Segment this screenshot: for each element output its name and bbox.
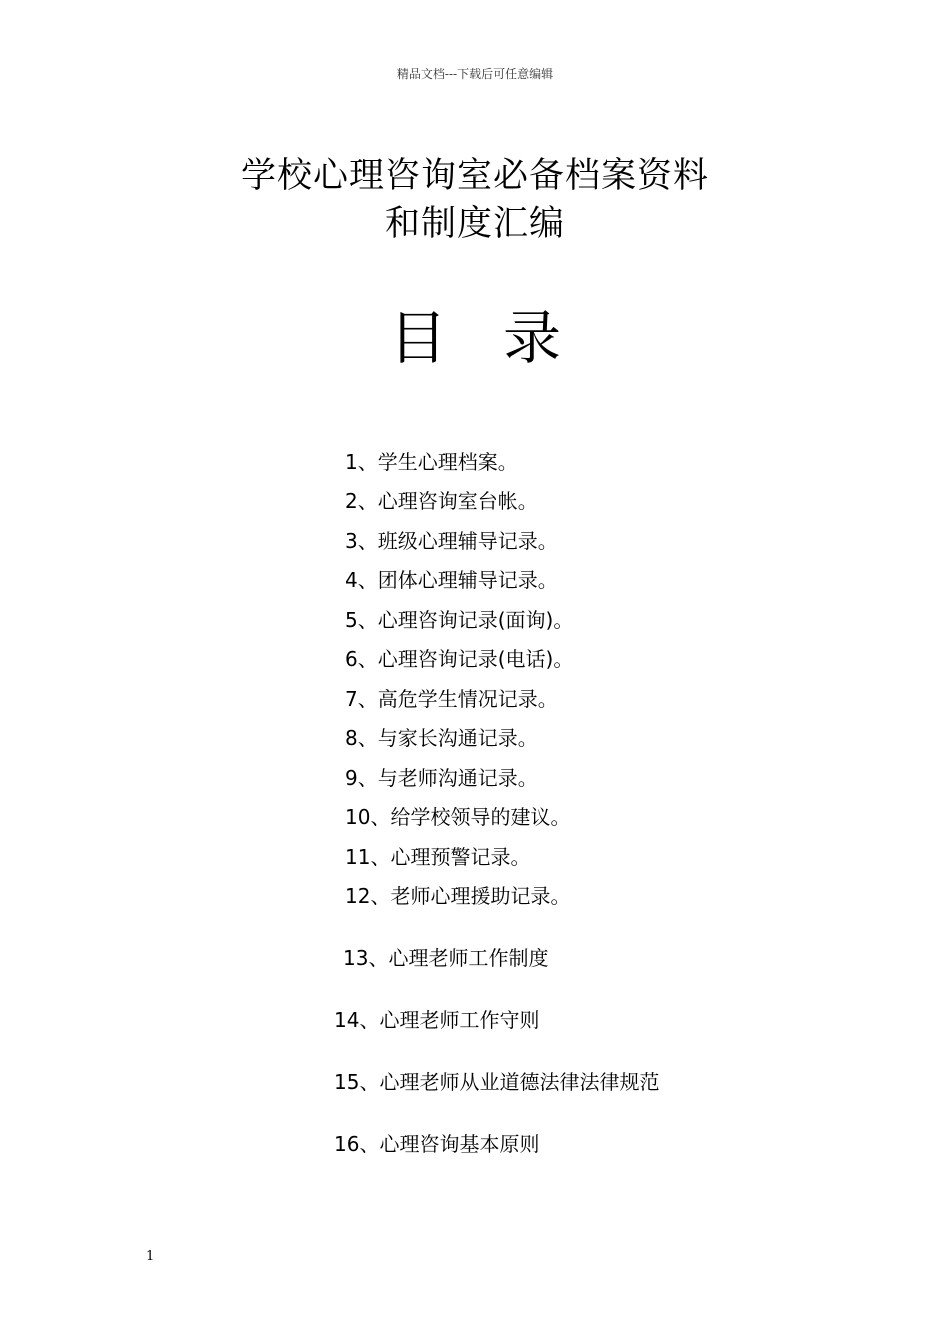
document-title bbox=[0, 152, 950, 248]
toc-item: 4、团体心理辅导记录。 bbox=[345, 568, 558, 592]
page-number: 1 bbox=[146, 1249, 155, 1264]
toc-item: 13、心理老师工作制度 bbox=[343, 946, 549, 970]
toc-item: 8、与家长沟通记录。 bbox=[345, 726, 538, 750]
toc-item: 2、心理咨询室台帐。 bbox=[345, 489, 538, 513]
document-title-line-1: 学校心理咨询室必备档案资料 bbox=[240, 156, 709, 196]
toc-item: 6、心理咨询记录(电话)。 bbox=[345, 647, 574, 671]
toc-item: 3、班级心理辅导记录。 bbox=[345, 529, 558, 553]
toc-item: 11、心理预警记录。 bbox=[345, 845, 531, 869]
document-header-note: 精品文档---下载后可任意编辑 bbox=[396, 67, 554, 81]
toc-item: 5、心理咨询记录(面询)。 bbox=[345, 608, 574, 632]
toc-item: 14、心理老师工作守则 bbox=[334, 1008, 540, 1032]
toc-item: 15、心理老师从业道德法律法律规范 bbox=[334, 1070, 660, 1094]
toc-item: 12、老师心理援助记录。 bbox=[345, 884, 571, 908]
toc-item: 9、与老师沟通记录。 bbox=[345, 766, 538, 790]
toc-heading: 目录 bbox=[388, 304, 617, 372]
toc-item: 10、给学校领导的建议。 bbox=[345, 805, 571, 829]
toc-item: 16、心理咨询基本原则 bbox=[334, 1132, 540, 1156]
document-title-line-2: 和制度汇编 bbox=[384, 204, 565, 244]
toc-item: 1、学生心理档案。 bbox=[345, 450, 518, 474]
toc-item: 7、高危学生情况记录。 bbox=[345, 687, 558, 711]
